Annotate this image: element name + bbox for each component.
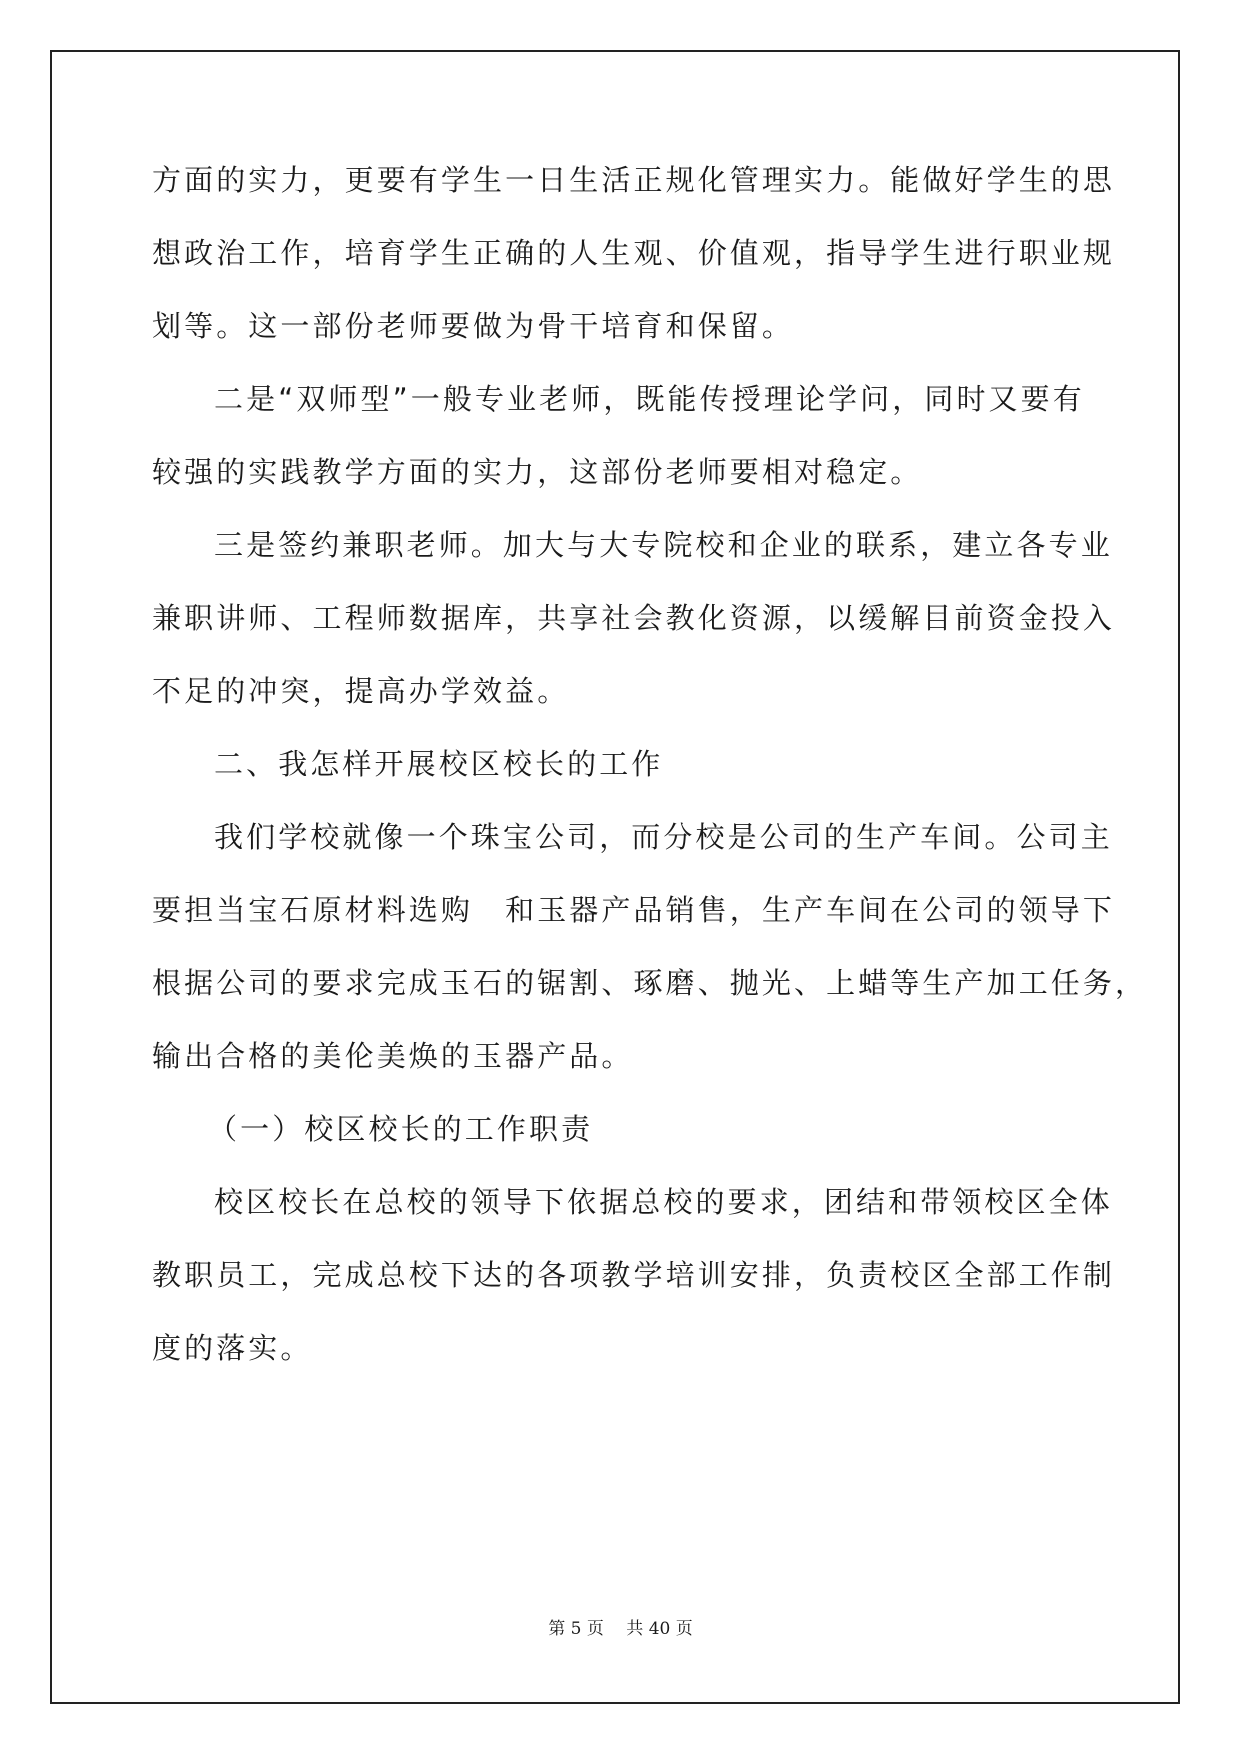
paragraph-line: 要担当宝石原材料选购 和玉器产品销售，生产车间在公司的领导下 xyxy=(152,893,1116,927)
paragraph-line: 度的落实。 xyxy=(152,1331,313,1365)
paragraph-line: 不足的冲突，提高办学效益。 xyxy=(152,674,570,708)
paragraph-line: 输出合格的美伦美焕的玉器产品。 xyxy=(152,1039,634,1073)
paragraph-line: 教职员工，完成总校下达的各项教学培训安排，负责校区全部工作制 xyxy=(152,1258,1116,1292)
paragraph-line: 我们学校就像一个珠宝公司，而分校是公司的生产车间。公司主 xyxy=(214,820,1113,854)
paragraph-line: 划等。这一部份老师要做为骨干培育和保留。 xyxy=(152,309,795,343)
paragraph-line: 方面的实力，更要有学生一日生活正规化管理实力。能做好学生的思 xyxy=(152,163,1116,197)
paragraph-line: 校区校长在总校的领导下依据总校的要求，团结和带领校区全体 xyxy=(214,1185,1113,1219)
paragraph-line: 根据公司的要求完成玉石的锯割、琢磨、抛光、上蜡等生产加工任务， xyxy=(152,966,1148,1000)
page-border xyxy=(50,50,1180,1704)
page-number-footer xyxy=(0,1617,1241,1641)
paragraph-line: 三是签约兼职老师。加大与大专院校和企业的联系，建立各专业 xyxy=(214,528,1113,562)
paragraph-line: 较强的实践教学方面的实力，这部份老师要相对稳定。 xyxy=(152,455,923,489)
paragraph-line: 兼职讲师、工程师数据库，共享社会教化资源，以缓解目前资金投入 xyxy=(152,601,1116,635)
subsection-heading: （一）校区校长的工作职责 xyxy=(208,1112,594,1146)
paragraph-line: 想政治工作，培育学生正确的人生观、价值观，指导学生进行职业规 xyxy=(152,236,1116,270)
section-heading: 二、我怎样开展校区校长的工作 xyxy=(214,747,664,781)
page-number-text: 第 5 页 共 40 页 xyxy=(548,1619,693,1639)
paragraph-line: 二是“双师型”一般专业老师，既能传授理论学问，同时又要有 xyxy=(214,382,1085,416)
